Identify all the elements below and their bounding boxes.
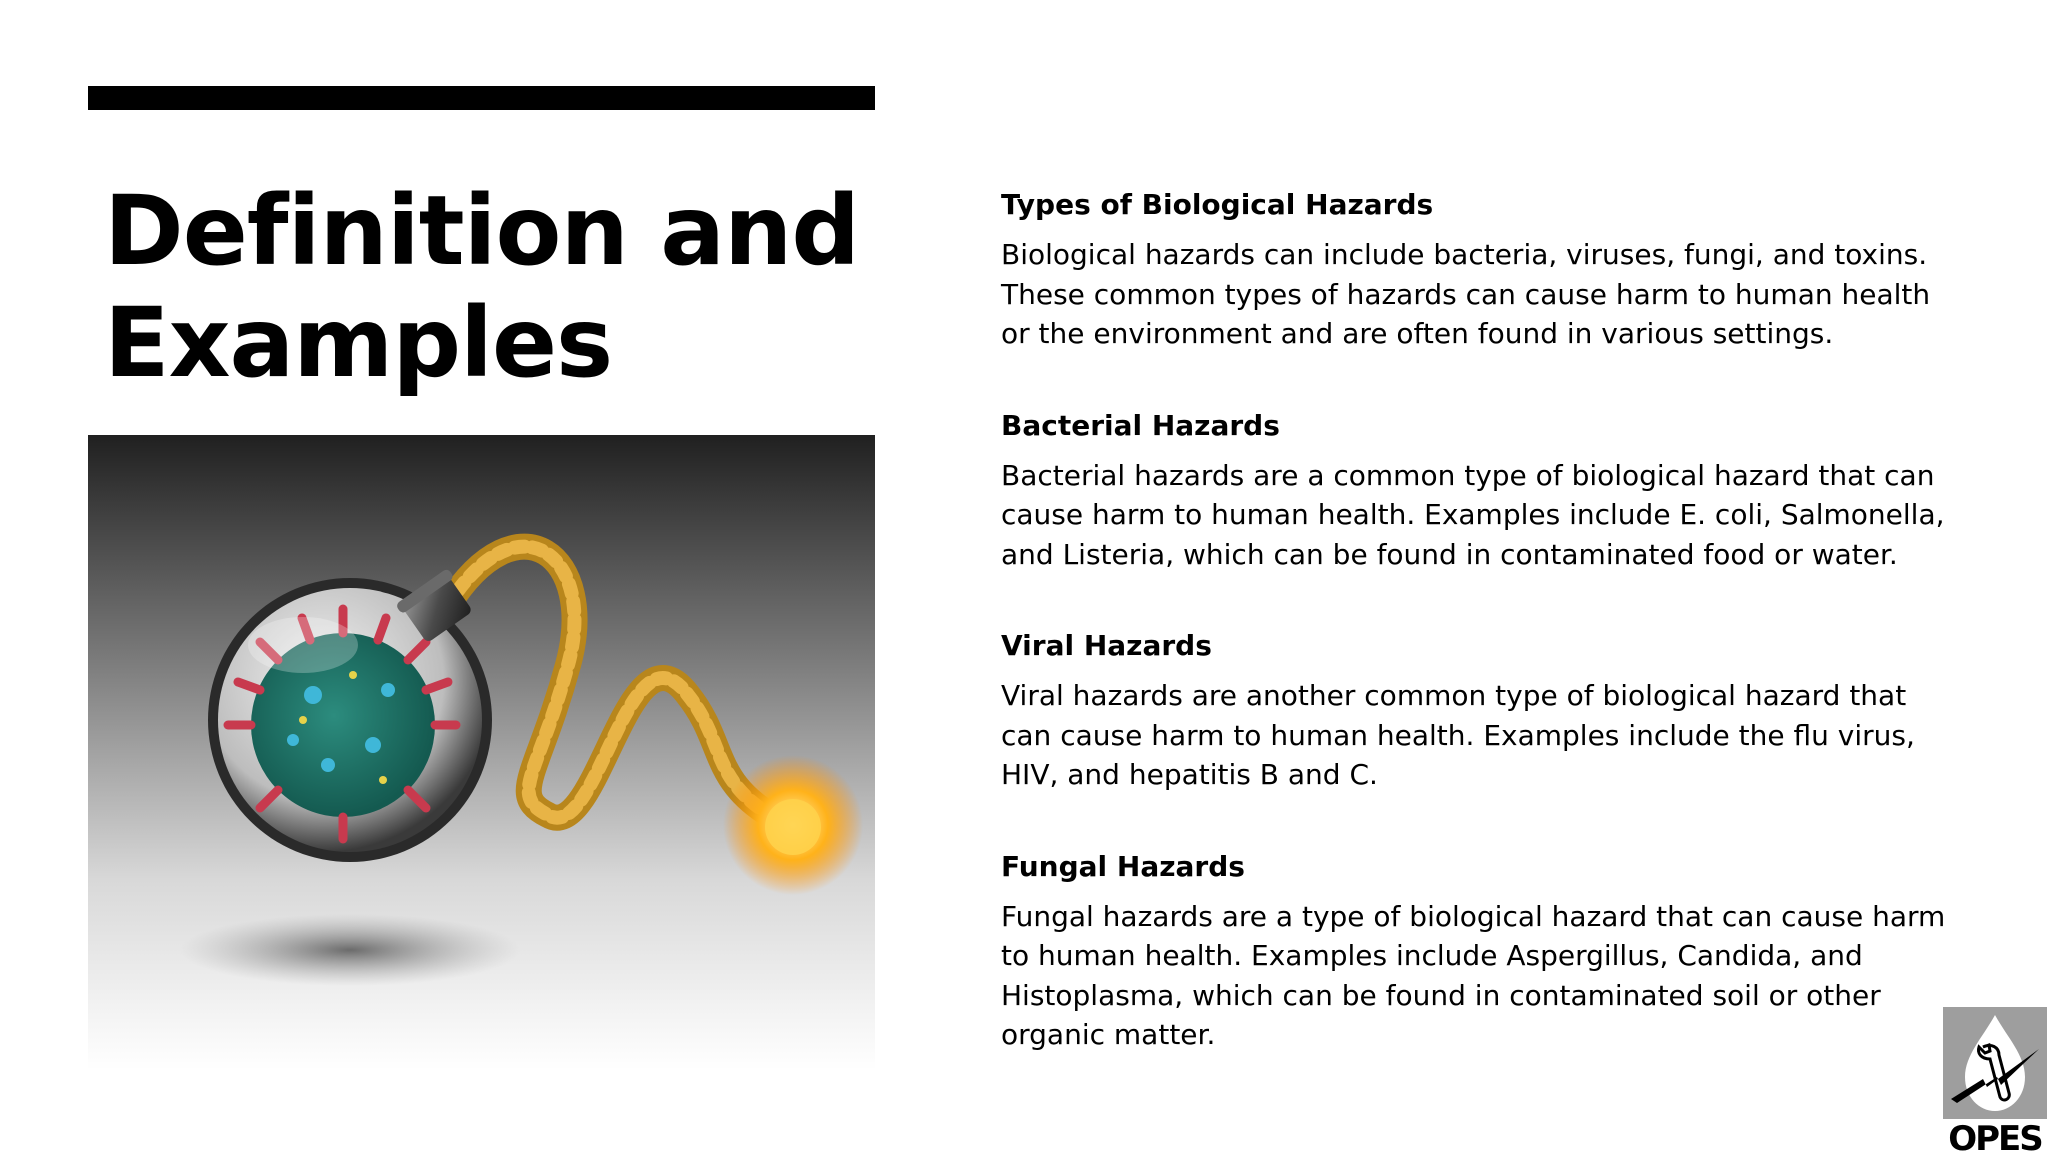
section-bacterial (1001, 406, 1961, 575)
slide-title-line-2: Examples (104, 287, 613, 399)
section-fungal (1001, 847, 1961, 1055)
section-heading: Types of Biological Hazards (1001, 188, 1434, 221)
section-body: Fungal hazards are a type of biological hazard that can cause harm to human health. Examples include Aspergillus, Candida, and Histoplasma, which can be found in contaminated soil or other organic matter. (1001, 899, 1946, 1051)
section-body: Viral hazards are another common type of biological hazard that can cause harm to human health. Examples include the flu virus, HIV, and hepatitis B and C. (1001, 679, 1915, 791)
virus-bomb-icon (88, 435, 875, 1070)
title-accent-bar (88, 86, 875, 110)
section-heading: Viral Hazards (1001, 629, 1212, 662)
section-heading: Bacterial Hazards (1001, 408, 1280, 442)
wrench-lightning-drop-icon (1943, 1007, 2047, 1119)
virus-bomb-illustration (88, 435, 875, 1070)
slide-title-line-1: Definition and (104, 175, 860, 287)
section-body: Biological hazards can include bacteria, viruses, fungi, and toxins. These common types of hazards can cause harm to human health or the environment and are often found in various settings. (1001, 238, 1931, 350)
logo-emblem (1943, 1007, 2047, 1119)
section-types (1001, 185, 1961, 354)
opes-logo (1943, 1007, 2047, 1159)
section-heading: Fungal Hazards (1001, 849, 1245, 883)
slide-title (104, 175, 884, 399)
content-column (1001, 185, 1961, 1107)
section-body: Bacterial hazards are a common type of biological hazard that can cause harm to human health. Examples include E. coli, Salmonella, and Listeria, which can be found in contaminated food or water. (1001, 458, 1945, 571)
logo-text: OPES (1948, 1119, 2042, 1159)
section-viral (1001, 626, 1961, 795)
